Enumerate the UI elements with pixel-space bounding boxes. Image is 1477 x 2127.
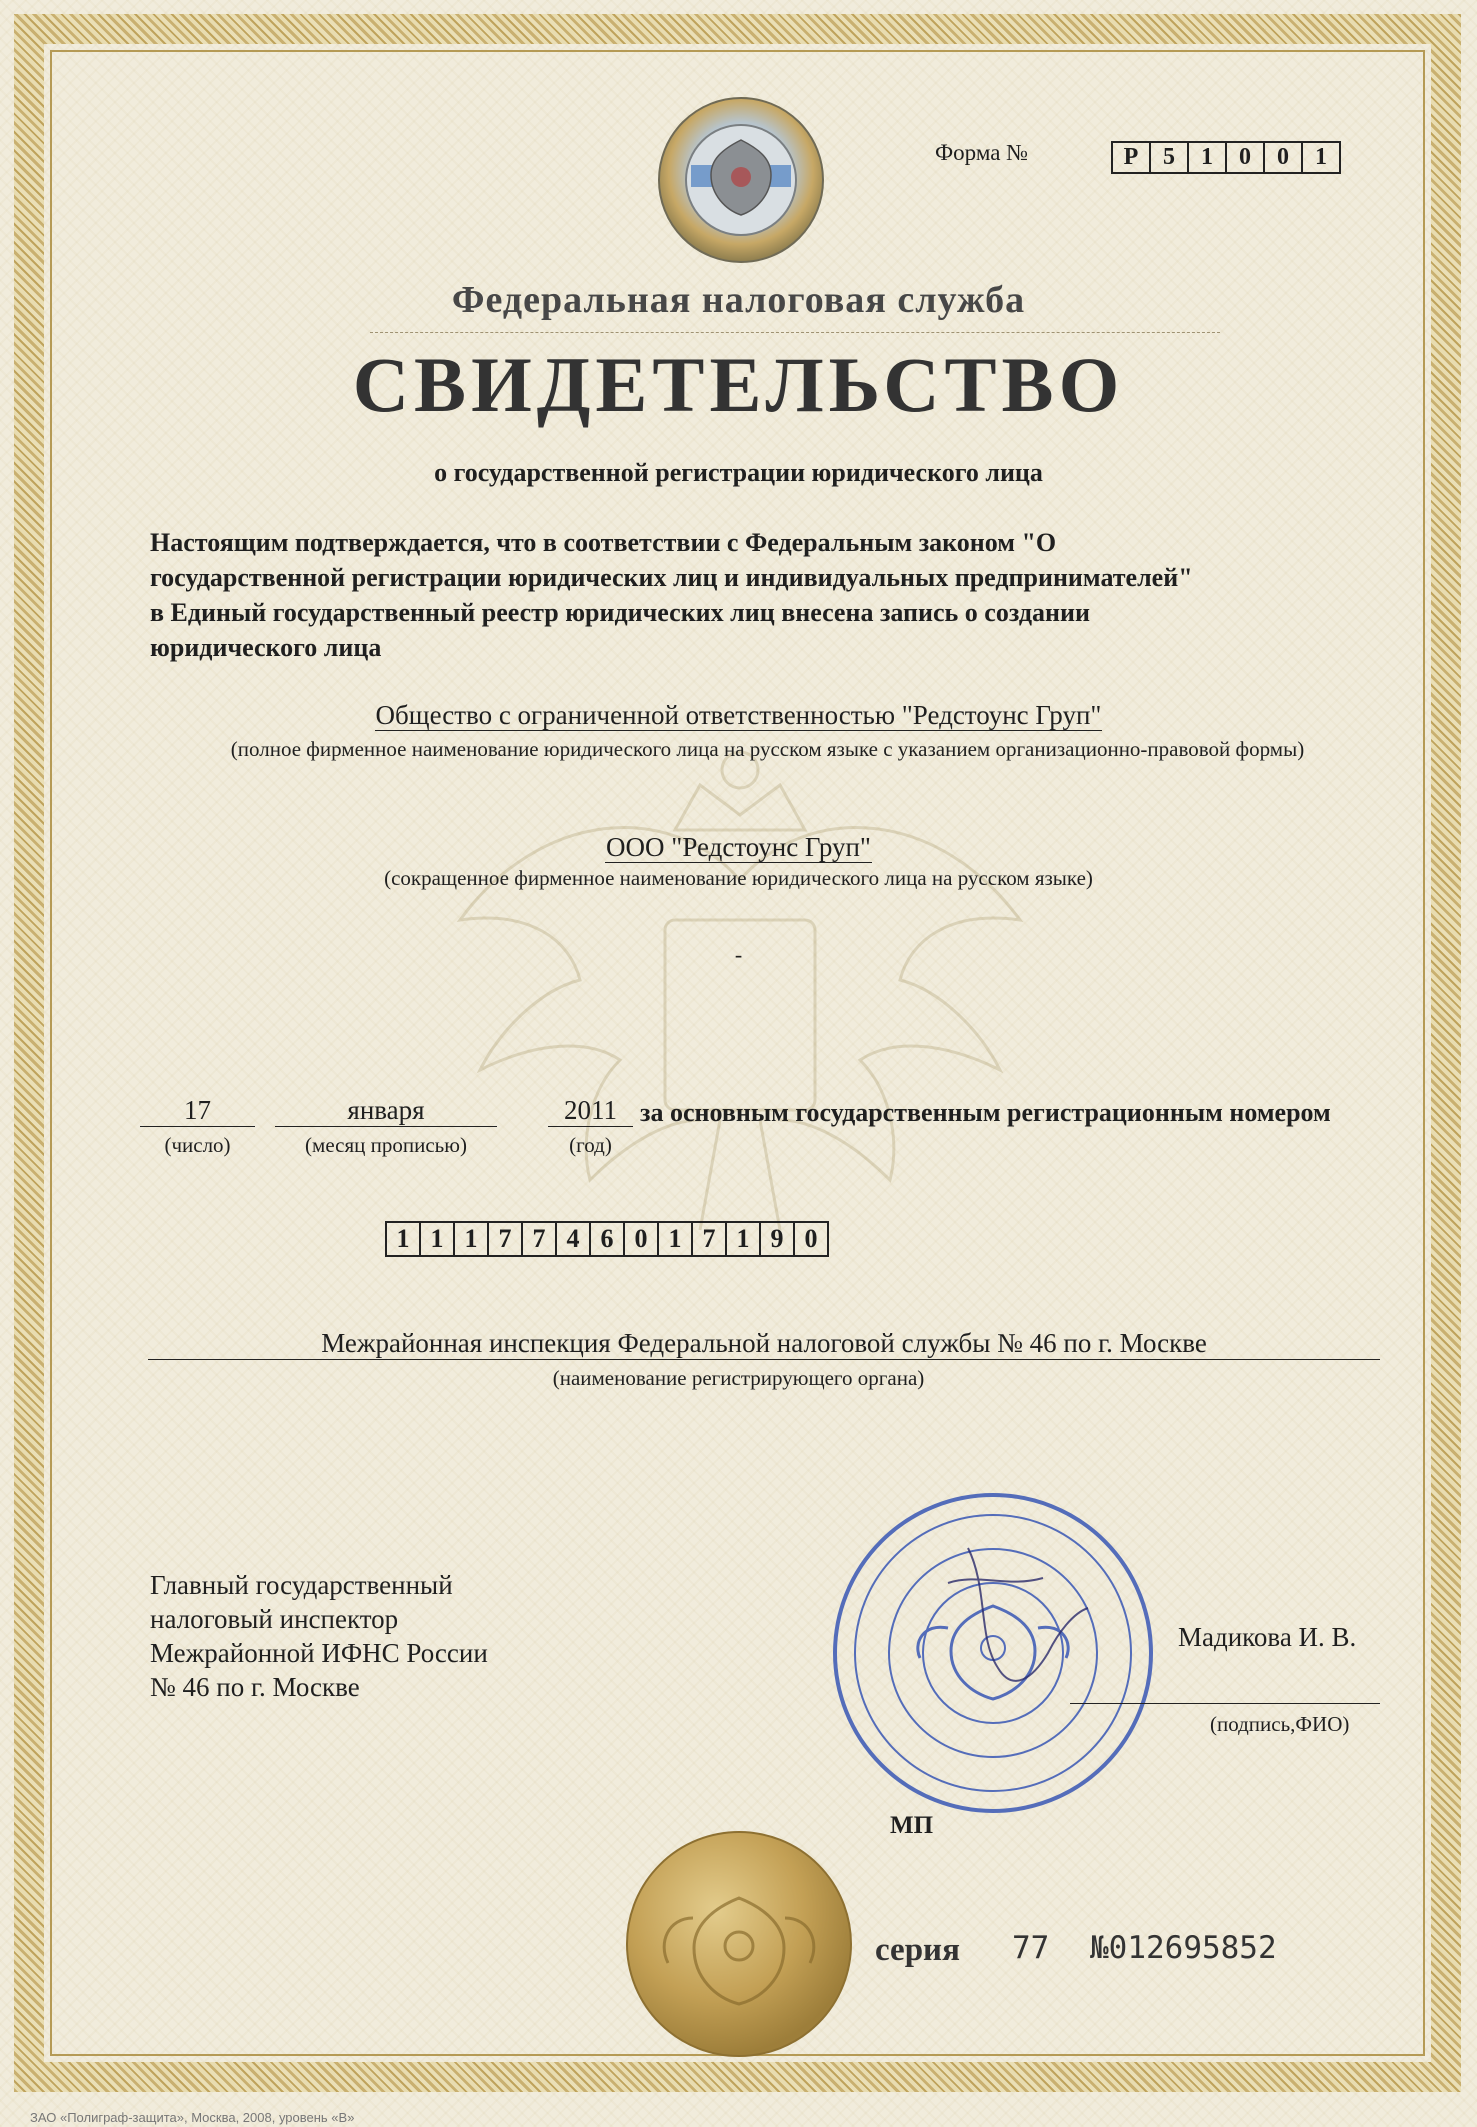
form-code-cell: 0 [1225, 141, 1265, 174]
ogrn-digit-cell: 4 [555, 1221, 591, 1257]
signature-line [1070, 1703, 1380, 1704]
signer-position-line: Межрайонной ИФНС России [150, 1638, 488, 1668]
hologram-emblem-icon [656, 95, 826, 265]
signer-name: Мадикова И. В. [1178, 1622, 1357, 1652]
day-caption: (число) [164, 1133, 231, 1157]
registration-day: 17 [140, 1095, 255, 1127]
signer-position-line: налоговый инспектор [150, 1604, 399, 1634]
ogrn-digit-cell: 7 [521, 1221, 557, 1257]
ogrn-digit-cell: 1 [453, 1221, 489, 1257]
document-subtitle: о государственной регистрации юридического лица [434, 458, 1043, 487]
signer-position [150, 1568, 488, 1704]
signature-caption: (подпись,ФИО) [1210, 1712, 1350, 1736]
ogrn-digit-cell: 1 [725, 1221, 761, 1257]
watermark-eagle-emblem [420, 740, 1060, 1260]
registration-number-lead: за основным государственным регистрационным номером [640, 1098, 1331, 1127]
agency-name: Федеральная налоговая служба [451, 279, 1026, 321]
ogrn-digit-cell: 1 [419, 1221, 455, 1257]
ogrn-digit-cell: 1 [385, 1221, 421, 1257]
ogrn-digit-cell: 7 [691, 1221, 727, 1257]
gold-seal-icon [623, 1828, 855, 2060]
intro-line: Настоящим подтверждается, что в соответствии с Федеральным законом "О [150, 528, 1057, 557]
agency-divider [370, 332, 1220, 333]
intro-line: государственной регистрации юридических лиц и индивидуальных предпринимателей" [150, 563, 1193, 592]
short-entity-name-caption: (сокращенное фирменное наименование юридического лица на русском языке) [384, 866, 1093, 890]
ogrn-digit-cell: 0 [623, 1221, 659, 1257]
certificate-number: №012695852 [1090, 1930, 1277, 1966]
form-label: Форма № [935, 140, 1029, 165]
form-code-cell: Р [1111, 141, 1151, 174]
form-code-cells [1113, 141, 1341, 174]
printer-footer: ЗАО «Полиграф-защита», Москва, 2008, уровень «В» [30, 2110, 355, 2125]
seal-place-label: МП [890, 1812, 934, 1839]
form-code-cell: 1 [1301, 141, 1341, 174]
short-entity-name-text: ООО "Редстоунс Груп" [606, 832, 871, 862]
official-stamp-icon [828, 1488, 1158, 1818]
full-entity-name-text: Общество с ограниченной ответственностью "Редстоунс Груп" [375, 700, 1102, 730]
ogrn-digit-cell: 0 [793, 1221, 829, 1257]
series-label: серия [875, 1932, 960, 1968]
short-entity-name [0, 832, 1477, 863]
form-code-cell: 1 [1187, 141, 1227, 174]
signer-position-line: Главный государственный [150, 1570, 453, 1600]
ogrn-cells [387, 1221, 829, 1257]
intro-line: в Единый государственный реестр юридических лиц внесена запись о создании [150, 598, 1090, 627]
ogrn-digit-cell: 1 [657, 1221, 693, 1257]
month-caption: (месяц прописью) [305, 1133, 467, 1157]
registering-authority: Межрайонная инспекция Федеральной налоговой службы № 46 по г. Москве [148, 1328, 1380, 1360]
signer-position-line: № 46 по г. Москве [150, 1672, 360, 1702]
document-title: СВИДЕТЕЛЬСТВО [352, 341, 1125, 428]
registering-authority-caption: (наименование регистрирующего органа) [552, 1366, 925, 1390]
intro-paragraph [150, 525, 1370, 665]
registration-month: января [275, 1095, 497, 1127]
form-code-cell: 5 [1149, 141, 1189, 174]
year-caption: (год) [569, 1133, 612, 1157]
foreign-name-dash: - [734, 942, 743, 967]
intro-line: юридического лица [150, 633, 382, 662]
ogrn-digit-cell: 6 [589, 1221, 625, 1257]
ogrn-digit-cell: 9 [759, 1221, 795, 1257]
form-code-cell: 0 [1263, 141, 1303, 174]
full-entity-name [0, 700, 1477, 731]
ogrn-digit-cell: 7 [487, 1221, 523, 1257]
full-entity-name-caption: (полное фирменное наименование юридического лица на русском языке с указанием организационно-правовой формы) [230, 737, 1305, 761]
registration-year: 2011 [548, 1095, 633, 1127]
series-value: 77 [1012, 1930, 1050, 1966]
